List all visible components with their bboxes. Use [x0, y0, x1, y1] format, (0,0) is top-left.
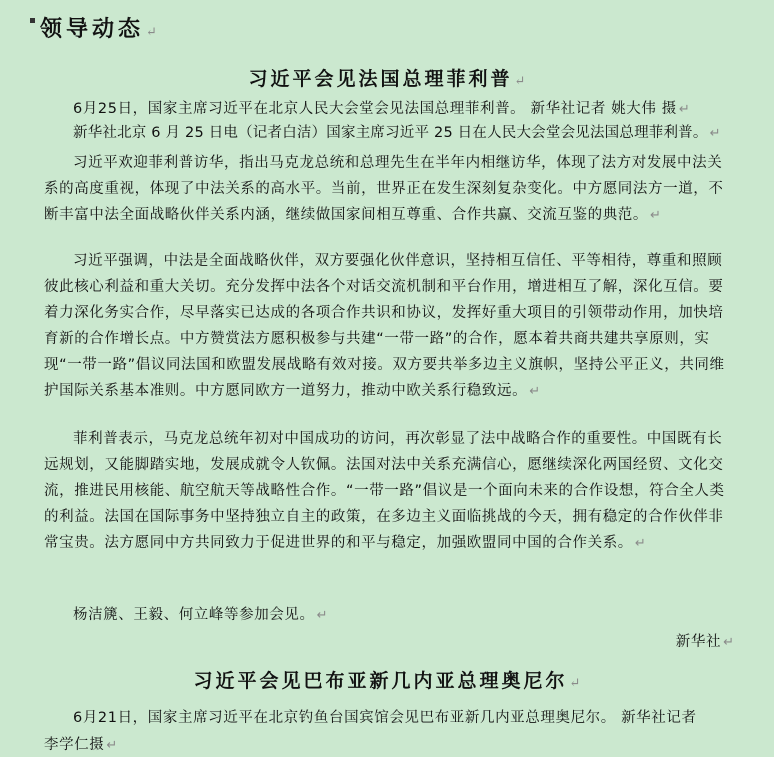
paragraph-mark-icon: ↵	[723, 635, 734, 650]
paragraph-text: 杨洁篪、王毅、何立峰等参加会见。	[73, 607, 315, 623]
article2-photo-caption-line2	[44, 733, 117, 754]
paragraph-mark-icon: ↵	[650, 208, 661, 223]
photo-caption-text: 6月21日，国家主席习近平在北京钓鱼台国宾馆会见巴布亚新几内亚总理奥尼尔。 新华社记者	[73, 710, 697, 726]
article1-paragraph-4	[44, 604, 734, 628]
article1-dateline	[44, 122, 734, 146]
paragraph-text: 习近平欢迎菲利普访华，指出马克龙总统和总理先生在半年内相继访华，体现了法方对发展中法关系的高度重视，体现了中法关系的高水平。当前，世界正在发生深刻复杂变化。中方愿同法方一道，不断丰富中法全面战略伙伴关系内涵，继续做国家间相互尊重、合作共赢、交流互鉴的典范。	[44, 155, 724, 223]
paragraph-mark-icon: ↵	[316, 608, 328, 623]
paragraph-mark-icon: ↵	[106, 738, 118, 753]
paragraph-mark-icon: ↵	[529, 384, 541, 399]
paragraph-mark-icon: ↵	[634, 536, 646, 551]
section-heading-text: 领导动态	[40, 16, 145, 42]
article1-paragraph-3	[44, 426, 734, 557]
paragraph-text: 习近平强调，中法是全面战略伙伴，双方要强化伙伴意识，坚持相互信任、平等相待，尊重和照顾彼此核心利益和重大关切。充分发挥中法各个对话交流机制和平台作用，增进相互了解，深化互信。要着力深化务实合作，尽早落实已达成的各项合作共识和协议，发挥好重大项目的引领带动作用，加快培育新的合作增长点。中方赞赏法方愿积极参与共建“一带一路”的合作，愿本着共商共建共享原则，实现“一带一路”倡议同法国和欧盟发展战略有效对接。双方要共举多边主义旗帜，坚持公平正义，共同维护国际关系基本准则。中方愿同欧方一道努力，推动中欧关系行稳致远。	[44, 253, 725, 399]
section-heading	[22, 12, 157, 43]
paragraph-mark-icon: ↵	[514, 74, 526, 89]
photo-caption-text: 李学仁摄	[44, 737, 105, 753]
dateline-text: 新华社北京 6 月 25 日电（记者白洁）国家主席习近平 25 日在人民大会堂会见法国总理菲利普。	[73, 125, 708, 141]
article2-title-text: 习近平会见巴布亚新几内亚总理奥尼尔	[193, 670, 568, 692]
article1-title	[0, 64, 774, 91]
heading-bullet-icon	[30, 18, 35, 23]
paragraph-mark-icon: ↵	[709, 126, 721, 141]
source-text: 新华社	[675, 634, 722, 650]
article1-paragraph-1	[44, 150, 734, 229]
article1-photo-caption	[44, 98, 734, 122]
article1-paragraph-2	[44, 248, 734, 405]
article1-title-text: 习近平会见法国总理菲利普	[248, 68, 513, 90]
article1-source	[676, 630, 734, 651]
paragraph-mark-icon: ↵	[678, 102, 690, 117]
article2-photo-caption-line1	[73, 706, 697, 727]
article2-title	[0, 666, 774, 693]
paragraph-text: 菲利普表示，马克龙总统年初对中国成功的访问，再次彰显了法中战略合作的重要性。中国既有长远规划，又能脚踏实地，发展成就令人钦佩。法国对法中关系充满信心，愿继续深化两国经贸、文化交流，推进民用核能、航空航天等战略性合作。“一带一路”倡议是一个面向未来的合作设想，符合全人类的利益。法国在国际事务中坚持独立自主的政策，在多边主义面临挑战的今天，拥有稳定的合作伙伴非常宝贵。法方愿同中方共同致力于促进世界的和平与稳定，加强欧盟同中国的合作关系。	[44, 431, 725, 551]
paragraph-mark-icon: ↵	[569, 676, 581, 691]
photo-caption-text: 6月25日，国家主席习近平在北京人民大会堂会见法国总理菲利普。 新华社记者 姚大伟 摄	[73, 101, 677, 117]
paragraph-mark-icon: ↵	[146, 25, 157, 40]
